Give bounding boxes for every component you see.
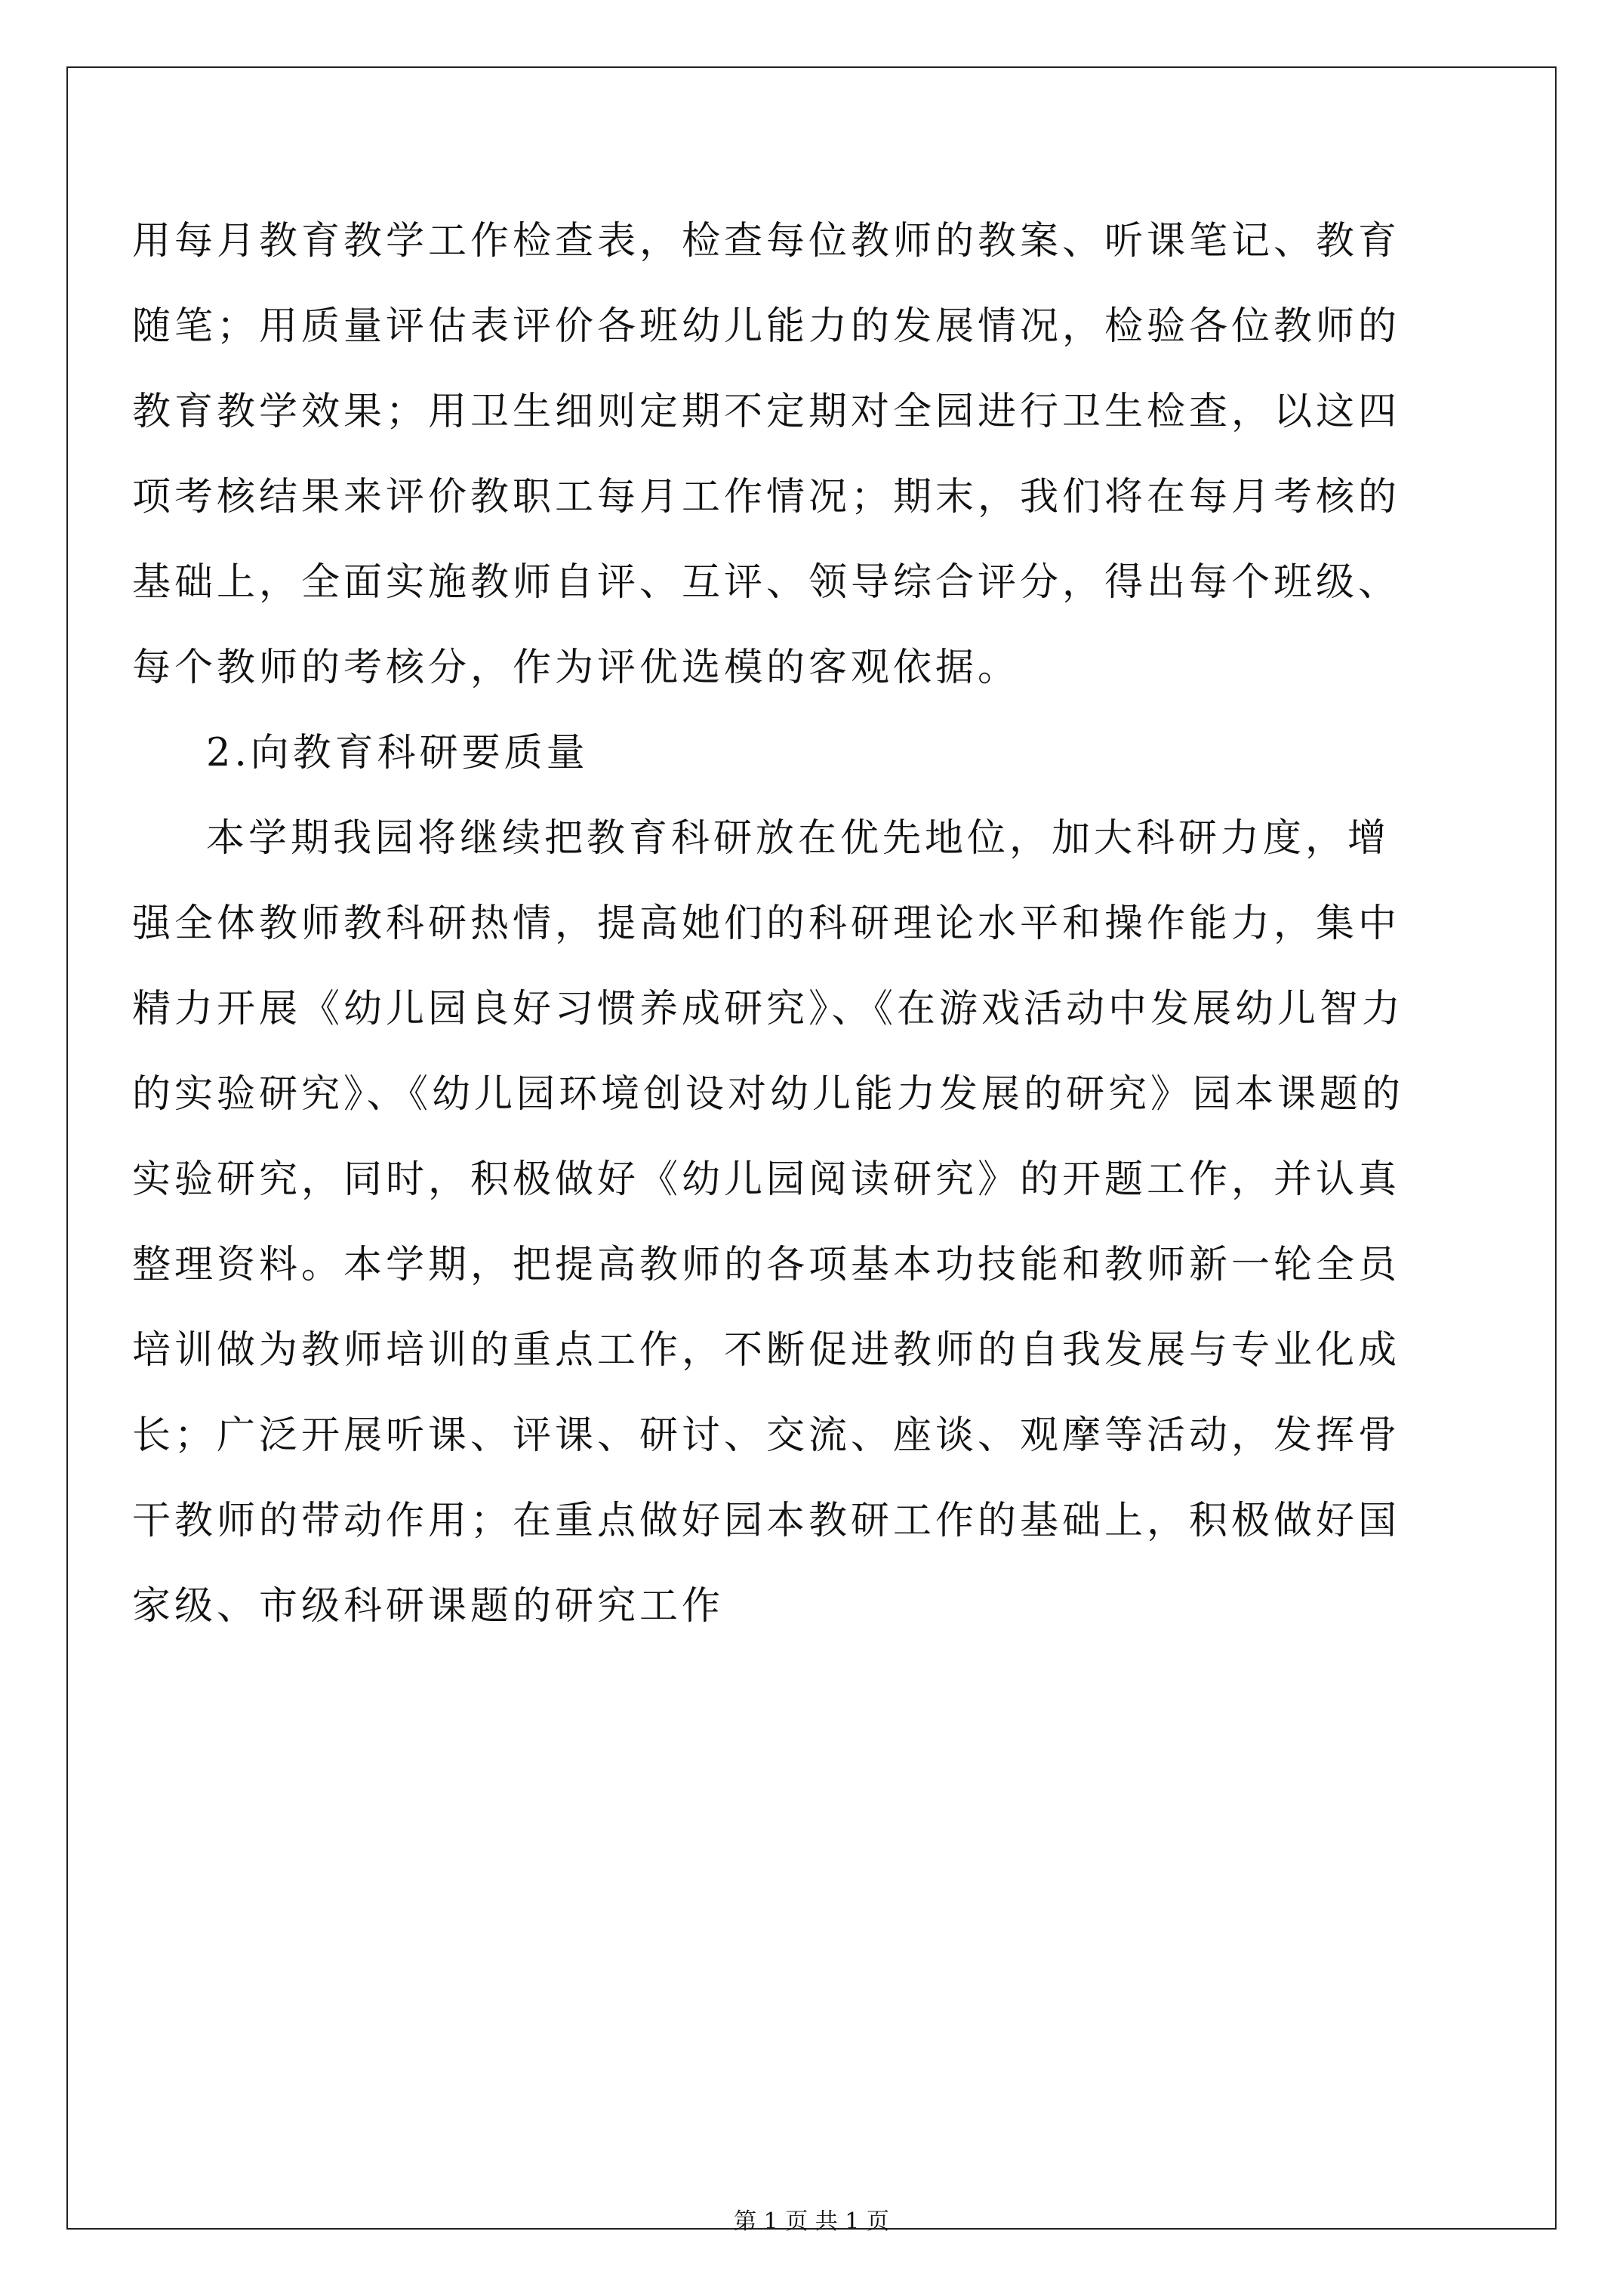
text-line: 干教师的带动作用；在重点做好园本教研工作的基础上，积极做好国: [132, 1499, 1401, 1543]
text-line: 每个教师的考核分，作为评优选模的客观依据。: [132, 646, 1021, 690]
text-line: 用每月教育教学工作检查表，检查每位教师的教案、听课笔记、教育: [132, 219, 1401, 264]
text-line: 本学期我园将继续把教育科研放在优先地位，加大科研力度，增: [206, 816, 1390, 861]
text-line: 整理资料。本学期，把提高教师的各项基本功技能和教师新一轮全员: [132, 1243, 1401, 1287]
text-line: 实验研究，同时，积极做好《幼儿园阅读研究》的开题工作，并认真: [132, 1157, 1401, 1202]
text-line: 培训做为教师培训的重点工作，不断促进教师的自我发展与专业化成: [132, 1328, 1401, 1373]
text-line: 基础上，全面实施教师自评、互评、领导综合评分，得出每个班级、: [132, 560, 1401, 605]
text-line: 随笔；用质量评估表评价各班幼儿能力的发展情况，检验各位教师的: [132, 304, 1401, 349]
text-line: 项考核结果来评价教职工每月工作情况；期末，我们将在每月考核的: [132, 475, 1401, 519]
text-line: 的实验研究》、《幼儿园环境创设对幼儿能力发展的研究》园本课题的: [132, 1072, 1405, 1117]
text-line: 长；广泛开展听课、评课、研讨、交流、座谈、观摩等活动，发挥骨: [132, 1413, 1401, 1458]
section-heading: 2.向教育科研要质量: [206, 731, 589, 775]
page-number-footer: 第 1 页 共 1 页: [734, 2208, 889, 2235]
text-line: 精力开展《幼儿园良好习惯养成研究》、《在游戏活动中发展幼儿智力: [132, 987, 1405, 1031]
text-line: 教育教学效果；用卫生细则定期不定期对全园进行卫生检查，以这四: [132, 390, 1401, 434]
text-line: 强全体教师教科研热情，提高她们的科研理论水平和操作能力，集中: [132, 901, 1401, 946]
text-line: 家级、市级科研课题的研究工作: [132, 1584, 725, 1629]
